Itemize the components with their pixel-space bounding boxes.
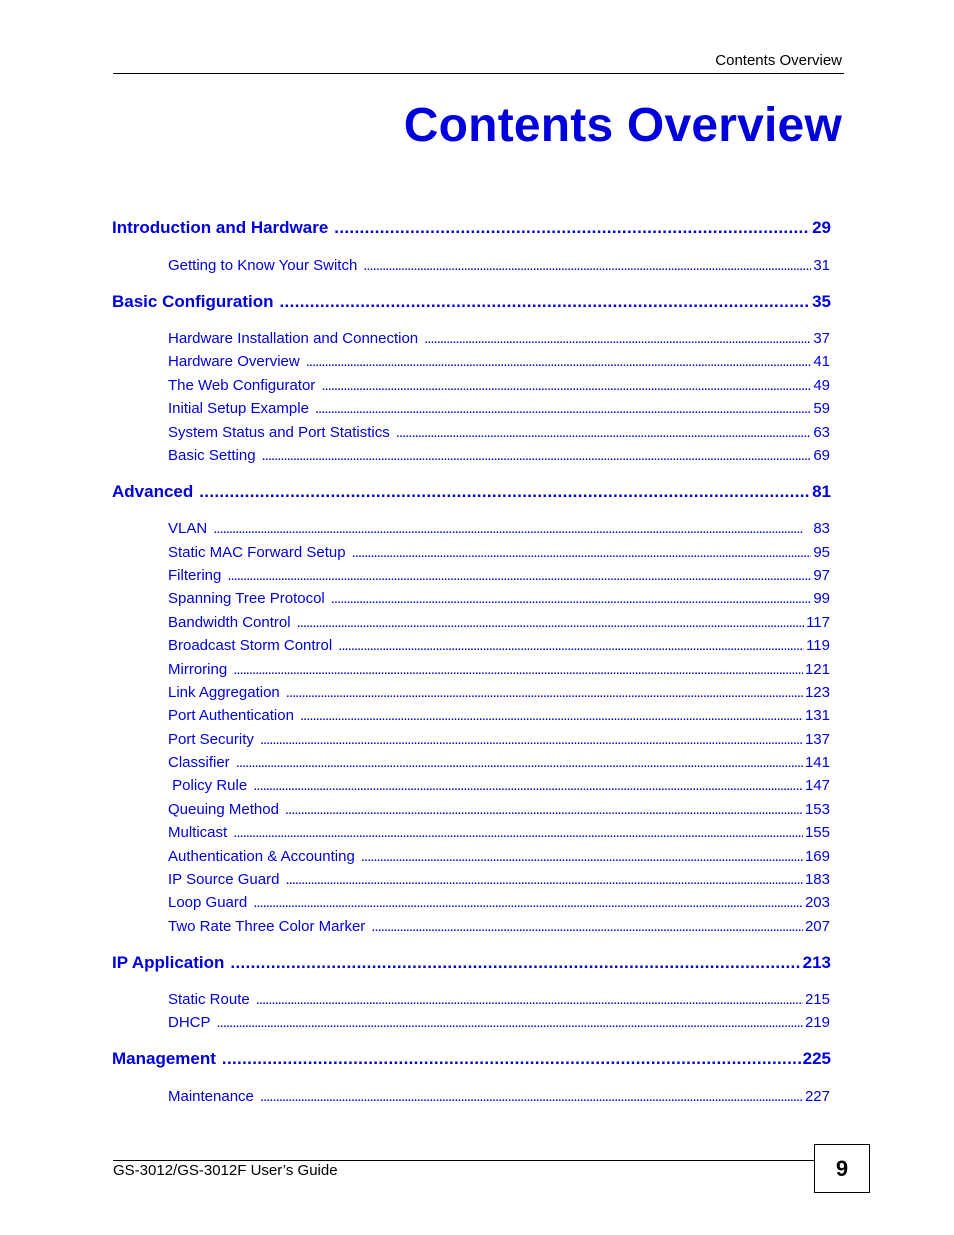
toc-page-number: 99	[813, 590, 830, 607]
toc-leader-dots	[233, 824, 803, 841]
toc-page-number: 59	[813, 400, 830, 417]
toc-label: Basic Configuration	[112, 292, 274, 311]
toc-chapter[interactable]	[168, 824, 830, 841]
toc-leader-dots	[230, 953, 800, 973]
toc-chapter[interactable]	[168, 871, 830, 888]
toc-page-number: 117	[806, 614, 830, 631]
toc-label: System Status and Port Statistics	[168, 424, 390, 441]
toc-leader-dots	[260, 731, 803, 748]
toc-leader-dots	[352, 544, 812, 561]
toc-leader-dots	[217, 1014, 803, 1031]
toc-chapter[interactable]	[168, 707, 830, 724]
toc-label: Port Security	[168, 731, 254, 748]
toc-label: DHCP	[168, 1014, 211, 1031]
toc-page-number: 97	[813, 567, 830, 584]
toc-chapter[interactable]	[168, 424, 830, 441]
footer-rule	[113, 1160, 815, 1161]
toc-label: Hardware Overview	[168, 353, 300, 370]
toc-leader-dots	[227, 567, 811, 584]
toc-chapter[interactable]	[168, 637, 830, 654]
toc-page-number: 119	[806, 637, 830, 654]
toc-chapter[interactable]	[168, 848, 830, 865]
toc-page-number: 83	[813, 520, 830, 537]
toc-leader-dots	[222, 1049, 801, 1069]
toc-chapter[interactable]	[168, 257, 830, 274]
toc-page-number: 183	[804, 871, 830, 888]
toc-chapter[interactable]	[168, 567, 830, 584]
toc-label: Mirroring	[168, 661, 228, 678]
toc-page-number: 69	[813, 447, 830, 464]
toc-chapter[interactable]	[168, 991, 830, 1008]
toc-page-number: 63	[813, 424, 830, 441]
toc-label: Spanning Tree Protocol	[168, 590, 325, 607]
toc-label: Introduction and Hardware	[112, 218, 329, 237]
toc-leader-dots	[306, 353, 812, 370]
toc-label: Getting to Know Your Switch	[168, 257, 358, 274]
toc-chapter[interactable]	[168, 1014, 830, 1031]
toc-leader-dots	[253, 894, 803, 911]
toc-label: Static Route	[168, 991, 250, 1008]
toc-chapter[interactable]	[168, 754, 830, 771]
toc-section[interactable]	[112, 953, 831, 973]
toc-label: Two Rate Three Color Marker	[168, 918, 366, 935]
toc-page-number: 219	[804, 1014, 830, 1031]
toc-label: Bandwidth Control	[168, 614, 291, 631]
toc-label: The Web Configurator	[168, 377, 316, 394]
toc-chapter[interactable]	[168, 353, 830, 370]
toc-page-number: 95	[813, 544, 830, 561]
toc-chapter[interactable]	[168, 777, 830, 794]
toc-leader-dots	[338, 637, 804, 654]
page-title: Contents Overview	[403, 99, 842, 152]
toc-label: Basic Setting	[168, 447, 256, 464]
toc-section[interactable]	[112, 218, 831, 238]
toc-leader-dots	[256, 991, 803, 1008]
toc-leader-dots	[262, 447, 812, 464]
toc-leader-dots	[371, 918, 803, 935]
toc-chapter[interactable]	[168, 894, 830, 911]
toc-page-number: 147	[804, 777, 830, 794]
toc-chapter[interactable]	[168, 661, 830, 678]
toc-label: Port Authentication	[168, 707, 294, 724]
toc-leader-dots	[286, 684, 803, 701]
toc-label: Management	[112, 1049, 216, 1068]
toc-page-number: 29	[812, 218, 831, 237]
toc-leader-dots	[213, 520, 811, 537]
toc-chapter[interactable]	[168, 400, 830, 417]
toc-leader-dots	[260, 1088, 803, 1105]
toc-page-number: 227	[804, 1088, 830, 1105]
toc-page-number: 153	[804, 801, 830, 818]
toc-label: VLAN	[168, 520, 208, 537]
toc-leader-dots	[334, 218, 810, 238]
toc-leader-dots	[363, 257, 811, 274]
toc-chapter[interactable]	[168, 918, 830, 935]
toc-section[interactable]	[112, 292, 831, 312]
header-rule	[113, 73, 844, 74]
toc-leader-dots	[361, 848, 803, 865]
toc-leader-dots	[297, 614, 805, 631]
toc-label: Static MAC Forward Setup	[168, 544, 346, 561]
toc-chapter[interactable]	[168, 520, 830, 537]
toc-label: Link Aggregation	[168, 684, 280, 701]
toc-leader-dots	[300, 707, 803, 724]
toc-page-number: 37	[813, 330, 830, 347]
toc-label: Authentication & Accounting	[168, 848, 355, 865]
toc-chapter[interactable]	[168, 731, 830, 748]
toc-page-number: 41	[813, 353, 830, 370]
toc-leader-dots	[321, 377, 811, 394]
toc-leader-dots	[199, 482, 810, 502]
toc-page-number: 121	[804, 661, 830, 678]
toc-leader-dots	[285, 801, 803, 818]
toc-leader-dots	[331, 590, 812, 607]
toc-chapter[interactable]	[168, 544, 830, 561]
toc-label: IP Source Guard	[168, 871, 280, 888]
toc-page-number: 137	[804, 731, 830, 748]
toc-page-number: 131	[804, 707, 830, 724]
toc-section[interactable]	[112, 482, 831, 502]
toc-label: Initial Setup Example	[168, 400, 309, 417]
toc-page-number: 35	[812, 292, 831, 311]
toc-label: IP Application	[112, 953, 225, 972]
toc-chapter[interactable]	[168, 447, 830, 464]
toc-page-number: 141	[804, 754, 830, 771]
toc-page-number: 225	[802, 1049, 831, 1068]
toc-page-number: 123	[804, 684, 830, 701]
toc-leader-dots	[315, 400, 811, 417]
toc-label: Filtering	[168, 567, 222, 584]
toc-page-number: 169	[804, 848, 830, 865]
toc-section[interactable]	[112, 1049, 831, 1069]
toc-label: Advanced	[112, 482, 194, 501]
toc-label: Maintenance	[168, 1088, 254, 1105]
toc-page-number: 207	[804, 918, 830, 935]
toc-chapter[interactable]	[168, 1088, 830, 1105]
toc-label: Classifier	[168, 754, 230, 771]
toc-page-number: 31	[813, 257, 830, 274]
toc-chapter[interactable]	[168, 801, 830, 818]
footer-guide-name: GS-3012/GS-3012F User’s Guide	[113, 1162, 338, 1179]
toc-label: Broadcast Storm Control	[168, 637, 333, 654]
toc-leader-dots	[236, 754, 803, 771]
toc-page-number: 81	[812, 482, 831, 501]
toc-page-number: 213	[802, 953, 831, 972]
toc-label: Hardware Installation and Connection	[168, 330, 419, 347]
toc-label: Multicast	[168, 824, 228, 841]
toc-leader-dots	[424, 330, 811, 347]
toc-leader-dots	[233, 661, 803, 678]
toc-leader-dots	[396, 424, 812, 441]
toc-label: Loop Guard	[168, 894, 248, 911]
toc-chapter[interactable]	[168, 614, 830, 631]
toc-chapter[interactable]	[168, 330, 830, 347]
page-number-box	[814, 1144, 870, 1193]
toc-page-number: 203	[804, 894, 830, 911]
toc-label: Policy Rule	[168, 777, 248, 794]
toc-label: Queuing Method	[168, 801, 279, 818]
toc-page-number: 155	[804, 824, 830, 841]
toc-leader-dots	[253, 777, 803, 794]
page-number: 9	[835, 1155, 849, 1181]
toc-page-number: 215	[804, 991, 830, 1008]
toc-chapter[interactable]	[168, 684, 830, 701]
toc-chapter[interactable]	[168, 377, 830, 394]
running-header: Contents Overview	[715, 52, 842, 69]
toc-chapter[interactable]	[168, 590, 830, 607]
toc-leader-dots	[285, 871, 803, 888]
toc-page-number: 49	[813, 377, 830, 394]
toc-leader-dots	[280, 292, 811, 312]
